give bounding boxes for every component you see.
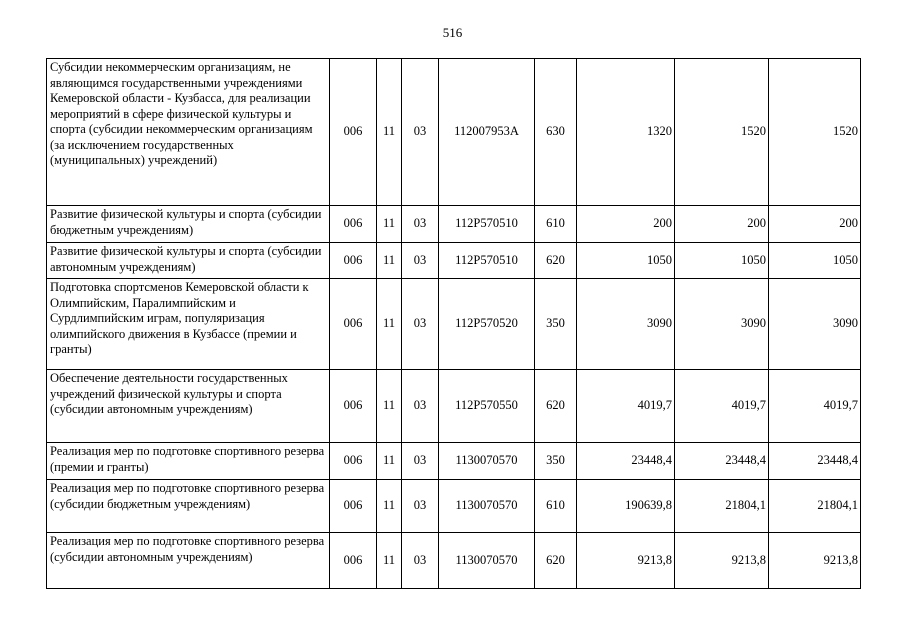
- cell-ministry: 006: [330, 59, 377, 206]
- table-row: [47, 443, 861, 480]
- cell-subsection: 03: [402, 243, 439, 279]
- cell-year1: 9213,8: [577, 533, 675, 589]
- cell-year1: 200: [577, 206, 675, 243]
- cell-year2: 200: [675, 206, 769, 243]
- cell-year3: 1050: [769, 243, 861, 279]
- cell-ministry: 006: [330, 533, 377, 589]
- cell-year1: 23448,4: [577, 443, 675, 480]
- cell-section: 11: [377, 59, 402, 206]
- cell-subsection: 03: [402, 443, 439, 480]
- cell-expense-type: 620: [535, 533, 577, 589]
- cell-name: Реализация мер по подготовке спортивного резерва (субсидии автономным учреждениям): [47, 533, 330, 589]
- cell-expense-type: 620: [535, 370, 577, 443]
- cell-year1: 1050: [577, 243, 675, 279]
- cell-year3: 3090: [769, 279, 861, 370]
- cell-expense-type: 350: [535, 279, 577, 370]
- cell-target-article: 112Р570510: [439, 206, 535, 243]
- cell-year1: 1320: [577, 59, 675, 206]
- table-row: [47, 243, 861, 279]
- table-row: [47, 370, 861, 443]
- cell-section: 11: [377, 480, 402, 533]
- table-row: [47, 59, 861, 206]
- page-number: 516: [442, 25, 463, 40]
- cell-target-article: 112007953А: [439, 59, 535, 206]
- cell-ministry: 006: [330, 243, 377, 279]
- cell-year2: 1050: [675, 243, 769, 279]
- cell-expense-type: 350: [535, 443, 577, 480]
- cell-section: 11: [377, 370, 402, 443]
- budget-table: [46, 58, 861, 589]
- cell-ministry: 006: [330, 206, 377, 243]
- cell-name: Субсидии некоммерческим организациям, не являющимся государственными учреждениями Кемеровской области - Кузбасса, для реализации мероприятий в сфере физической культуры и спорта (субсидии некоммерческим организациям (за исключением государственных (муниципальных) учреждений): [47, 59, 330, 206]
- cell-year2: 3090: [675, 279, 769, 370]
- cell-name: Подготовка спортсменов Кемеровской области к Олимпийским, Паралимпийским и Сурдлимпийским играм, популяризация олимпийского движения в Кузбассе (премии и гранты): [47, 279, 330, 370]
- cell-year3: 23448,4: [769, 443, 861, 480]
- cell-year2: 4019,7: [675, 370, 769, 443]
- cell-subsection: 03: [402, 279, 439, 370]
- cell-target-article: 1130070570: [439, 480, 535, 533]
- cell-section: 11: [377, 279, 402, 370]
- cell-section: 11: [377, 206, 402, 243]
- cell-name: Обеспечение деятельности государственных учреждений физической культуры и спорта (субсидии автономным учреждениям): [47, 370, 330, 443]
- cell-expense-type: 620: [535, 243, 577, 279]
- table-row: [47, 480, 861, 533]
- cell-target-article: 112Р570550: [439, 370, 535, 443]
- cell-year2: 23448,4: [675, 443, 769, 480]
- cell-ministry: 006: [330, 480, 377, 533]
- cell-ministry: 006: [330, 443, 377, 480]
- cell-year2: 9213,8: [675, 533, 769, 589]
- cell-year3: 4019,7: [769, 370, 861, 443]
- cell-expense-type: 610: [535, 480, 577, 533]
- cell-year2: 1520: [675, 59, 769, 206]
- cell-subsection: 03: [402, 480, 439, 533]
- cell-year3: 1520: [769, 59, 861, 206]
- cell-name: Реализация мер по подготовке спортивного резерва (субсидии бюджетным учреждениям): [47, 480, 330, 533]
- cell-expense-type: 610: [535, 206, 577, 243]
- table-row: [47, 206, 861, 243]
- cell-expense-type: 630: [535, 59, 577, 206]
- cell-year1: 190639,8: [577, 480, 675, 533]
- cell-ministry: 006: [330, 279, 377, 370]
- cell-year3: 9213,8: [769, 533, 861, 589]
- cell-section: 11: [377, 533, 402, 589]
- cell-year3: 21804,1: [769, 480, 861, 533]
- cell-year3: 200: [769, 206, 861, 243]
- table-row: [47, 533, 861, 589]
- cell-year2: 21804,1: [675, 480, 769, 533]
- cell-year1: 4019,7: [577, 370, 675, 443]
- cell-name: Развитие физической культуры и спорта (субсидии бюджетным учреждениям): [47, 206, 330, 243]
- cell-subsection: 03: [402, 370, 439, 443]
- cell-section: 11: [377, 243, 402, 279]
- cell-section: 11: [377, 443, 402, 480]
- cell-name: Развитие физической культуры и спорта (субсидии автономным учреждениям): [47, 243, 330, 279]
- cell-subsection: 03: [402, 59, 439, 206]
- cell-target-article: 1130070570: [439, 533, 535, 589]
- cell-subsection: 03: [402, 206, 439, 243]
- cell-target-article: 112Р570520: [439, 279, 535, 370]
- cell-target-article: 112Р570510: [439, 243, 535, 279]
- cell-year1: 3090: [577, 279, 675, 370]
- cell-subsection: 03: [402, 533, 439, 589]
- cell-ministry: 006: [330, 370, 377, 443]
- cell-target-article: 1130070570: [439, 443, 535, 480]
- cell-name: Реализация мер по подготовке спортивного резерва (премии и гранты): [47, 443, 330, 480]
- table-row: [47, 279, 861, 370]
